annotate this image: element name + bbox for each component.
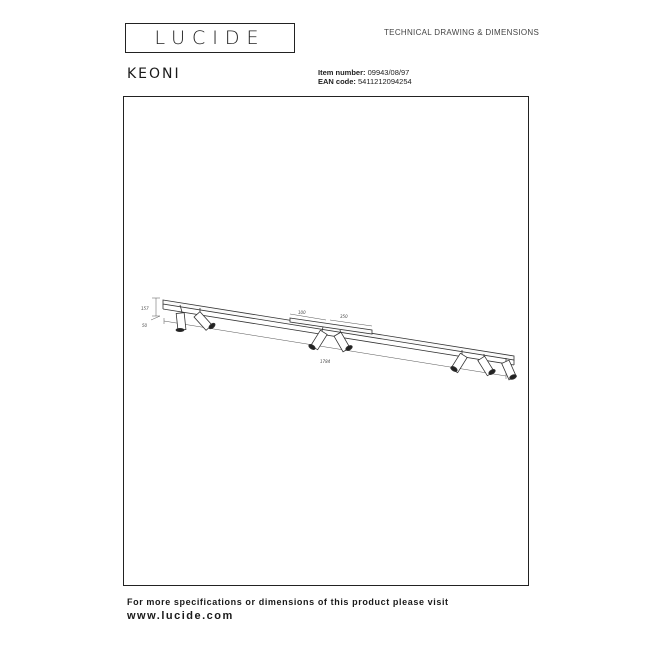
product-name: KEONI [127, 66, 181, 82]
dimension-total-length-label: 1784 [320, 359, 331, 364]
dimension-height-label: 157 [141, 306, 149, 311]
item-number-value: 09943/08/97 [367, 68, 410, 77]
ean-code-value: 5411212094254 [358, 77, 412, 86]
spotlight-6 [478, 354, 496, 376]
dimension-canopy-length-label: 350 [340, 314, 348, 319]
brand-logo-text: LUCIDE [154, 27, 266, 49]
item-number-label: Item number: [318, 68, 366, 77]
ean-code-label: EAN code: [318, 77, 356, 86]
spotlight-1 [176, 305, 186, 332]
footer-note: For more specifications or dimensions of this product please visit [127, 597, 449, 607]
dimension-canopy-width-label: 100 [298, 310, 306, 315]
footer-website-link[interactable]: www.lucide.com [127, 610, 234, 622]
spotlight-3 [308, 327, 327, 351]
document-type-label: TECHNICAL DRAWING & DIMENSIONS [384, 28, 540, 37]
spotlight-7 [502, 358, 517, 380]
dimension-spot-depth-label: 50 [142, 323, 148, 328]
